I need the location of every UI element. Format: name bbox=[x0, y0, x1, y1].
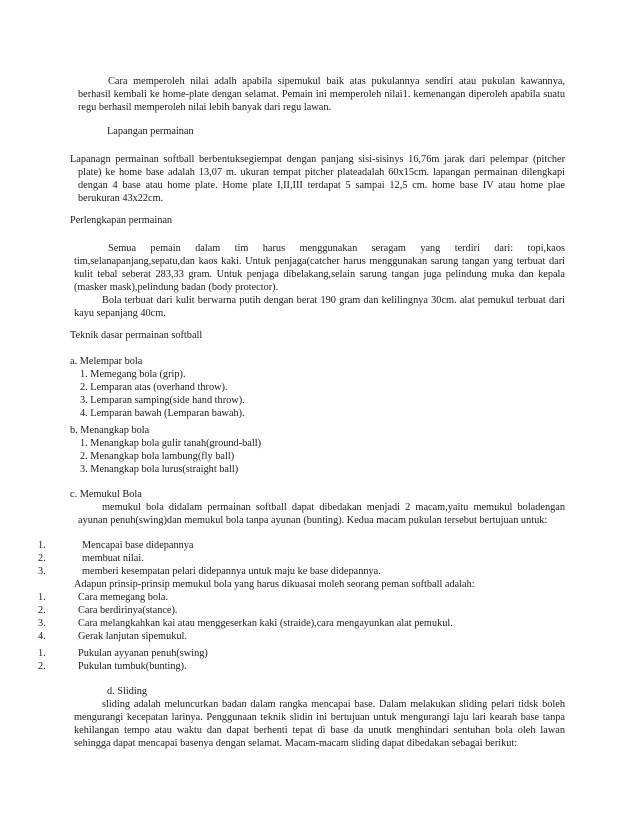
list-item: 2. Menangkap bola lambung(fly ball) bbox=[80, 451, 235, 462]
intro-line-2: berhasil kembali ke home-plate dengan selamat. Pemain ini memperoleh nilai1. kemenangan diperoleh apabila suatu bbox=[78, 89, 565, 100]
list-number: 2. bbox=[38, 553, 46, 564]
list-item bbox=[38, 647, 578, 660]
list-number: 1. bbox=[38, 592, 46, 603]
lapangan-line-1: Lapanagn permainan softball berbentuksegiempat dengan panjang sisi-sisinys 16,76m jarak dari pelempar (pitcher bbox=[70, 154, 565, 165]
list-item bbox=[38, 591, 578, 604]
list-text: membuat nilai. bbox=[82, 553, 144, 564]
melempar-list bbox=[80, 368, 245, 420]
perlengkapan-line-4: (masker mask),pelindung badan (body protector). bbox=[74, 282, 279, 293]
list-text: Pukulan ayyanan penuh(swing) bbox=[78, 648, 208, 659]
perlengkapan-heading: Perlengkapan permainan bbox=[70, 215, 173, 226]
list-item bbox=[38, 604, 578, 617]
list-item bbox=[38, 617, 578, 630]
principles-list bbox=[38, 591, 578, 643]
list-text: Mencapai base didepannya bbox=[82, 540, 194, 551]
memukul-heading: c. Memukul Bola bbox=[70, 489, 142, 500]
perlengkapan-line-1: Semua pemain dalam tim harus menggunakan seragam yang terdiri dari: topi,kaos bbox=[108, 243, 565, 254]
teknik-heading: Teknik dasar permainan softball bbox=[70, 330, 203, 341]
list-item bbox=[38, 565, 578, 578]
sliding-line-2: mengurangi kecepatan larinya. Penggunaan teknik slidin ini bertujuan untuk mengurangi laju lari kearah base tanpa bbox=[74, 712, 565, 723]
list-item: 3. Menangkap bola lurus(straight ball) bbox=[80, 464, 239, 475]
list-number: 1. bbox=[38, 540, 46, 551]
list-text: Gerak lanjutan sipemukul. bbox=[78, 631, 187, 642]
list-number: 2. bbox=[38, 605, 46, 616]
list-text: Cara memegang bola. bbox=[78, 592, 169, 603]
list-number: 3. bbox=[38, 566, 46, 577]
list-item bbox=[38, 552, 578, 565]
list-item: 3. Lemparan samping(side hand throw). bbox=[80, 395, 245, 406]
list-number: 4. bbox=[38, 631, 46, 642]
melempar-heading: a. Melempar bola bbox=[70, 356, 143, 367]
lapangan-line-3: dengan 4 base atau home plate. Home plate I,II,III terdapat 5 sampai 12,5 cm. home base IV atau home plae bbox=[78, 180, 565, 191]
perlengkapan-line-6: kayu sepanjang 40cm. bbox=[74, 308, 166, 319]
lapangan-line-2: plate) ke home base adalah 13,07 m. ukuran tempat pitcher plateadalah 60x15cm. lapangan permainan dilengkapi bbox=[78, 167, 565, 178]
memukul-line-1: memukul bola didalam permainan softball dapat dibedakan menjadi 2 macam,yaitu memukul boladengan bbox=[102, 502, 565, 513]
list-text: Pukulan tumbuk(bunting). bbox=[78, 661, 187, 672]
intro-line-3: regu berhasil memperoleh nilai lebih banyak dari regu lawan. bbox=[78, 102, 332, 113]
list-item: 1. Menangkap bola gulir tanah(ground-ball) bbox=[80, 438, 261, 449]
list-item bbox=[38, 660, 578, 673]
intro-line-1: Cara memperoleh nilai adalh apabila sipemukul baik atas pukulannya sendiri atau pukulan kawannya, bbox=[108, 76, 565, 87]
sliding-line-1: sliding adalah meluncurkan badan dalam rangka mencapai base. Dalam melakukan sliding pelari tidsk boleh bbox=[102, 699, 565, 710]
list-number: 1. bbox=[38, 648, 46, 659]
pukulan-types-list bbox=[38, 647, 578, 673]
principles-intro: Adapun prinsip-prinsip memukul bola yang harus dikuasai moleh seorang peman softball adalah: bbox=[74, 579, 475, 590]
perlengkapan-line-5: Bola terbuat dari kulit berwarna putih dengan berat 190 gram dan kelilingnya 30cm. alat pemukul terbuat dari bbox=[102, 295, 565, 306]
list-item: 1. Memegang bola (grip). bbox=[80, 369, 186, 380]
list-number: 2. bbox=[38, 661, 46, 672]
perlengkapan-line-2: tim,selanapanjang,sepatu,dan kaos kaki. Untuk penjaga(catcher harus menggunakan sarung tangan yang terbuat dari bbox=[74, 256, 565, 267]
sliding-heading: d. Sliding bbox=[107, 686, 148, 697]
menangkap-list bbox=[80, 437, 261, 476]
list-item: 4. Lemparan bawah (Lemparan bawah). bbox=[80, 408, 245, 419]
list-text: Cara melangkahkan kai atau menggeserkan kaki (straide),cara mengayunkan alat pemukul. bbox=[78, 618, 453, 629]
lapangan-heading: Lapangan permainan bbox=[107, 126, 194, 137]
lapangan-paragraph bbox=[70, 153, 565, 166]
list-item bbox=[38, 539, 578, 552]
intro-paragraph bbox=[75, 75, 565, 88]
list-item bbox=[38, 630, 578, 643]
list-text: Cara berdirinya(stance). bbox=[78, 605, 178, 616]
sliding-line-4: sehingga dapat mencapai basenya dengan selamat. Macam-macam sliding dapat dibedakan sebagai berikut: bbox=[74, 738, 518, 749]
list-text: memberi kesempatan pelari didepannya untuk maju ke base didepannya. bbox=[82, 566, 381, 577]
lapangan-line-4: berukuran 43x22cm. bbox=[78, 193, 164, 204]
list-item: 2. Lemparan atas (overhand throw). bbox=[80, 382, 228, 393]
memukul-line-2: ayunan penuh(swing)dan memukul bola tanpa ayunan (bunting). Kedua macam pukulan tersebut bertujuan untuk: bbox=[78, 515, 548, 526]
memukul-purposes-list bbox=[38, 539, 578, 578]
perlengkapan-line-3: kulit tebal seberat 283,33 gram. Untuk penjaga dibelakang,selain sarung tangan juga pelindung muka dan kepala bbox=[74, 269, 565, 280]
menangkap-heading: b. Menangkap bola bbox=[70, 425, 150, 436]
list-number: 3. bbox=[38, 618, 46, 629]
sliding-line-3: kehilangan tempo atau waktu dan dapat berhenti tepat di base da unutk menghindari sentuhan bola oleh lawan bbox=[74, 725, 565, 736]
